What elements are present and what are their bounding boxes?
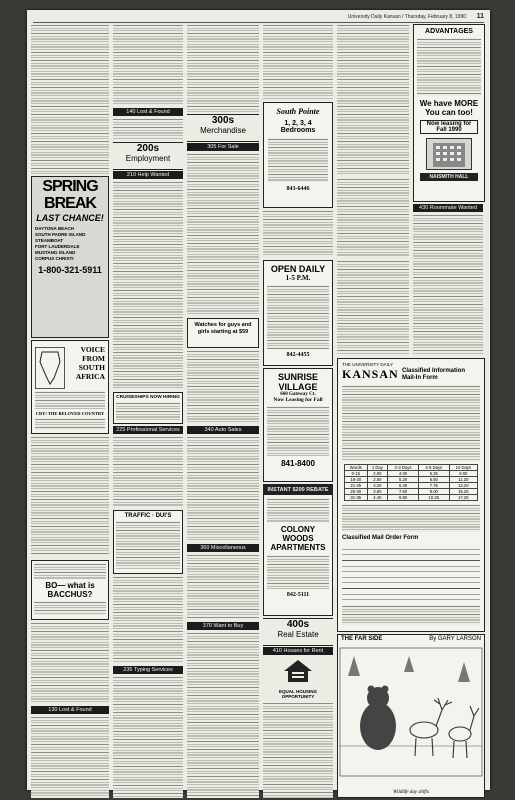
open-daily-hours: 1-5 P.M. xyxy=(285,274,311,282)
rates-header: 2-3 Days xyxy=(388,465,419,471)
classified-text-block xyxy=(31,436,109,556)
section-header: 370 Want to Buy xyxy=(187,622,259,630)
column-5 xyxy=(337,24,485,795)
rates-header: 10 Days xyxy=(449,465,477,471)
destination-item: FORT LAUDERDALE xyxy=(35,244,80,249)
section-header: 305 For Sale xyxy=(187,143,259,151)
rates-cell: 4.00 xyxy=(388,471,419,477)
spring-break-title-2: BREAK xyxy=(44,195,96,212)
cruiseships-ad xyxy=(113,392,183,424)
classified-text-block xyxy=(31,716,109,798)
rates-cell: 11.20 xyxy=(449,477,477,483)
classified-text-block xyxy=(31,622,109,702)
voice-line-2: FROM xyxy=(82,354,105,363)
destination-item: SOUTH PADRE ISLAND xyxy=(35,232,86,237)
africa-map-icon xyxy=(35,347,65,389)
spring-break-title: SPRING xyxy=(42,178,98,195)
rates-header: 4-5 Days xyxy=(418,465,449,471)
naismith-name: NAISMITH HALL xyxy=(420,173,478,181)
more-tagline: We have MORE You can too! xyxy=(419,99,479,117)
employment-header xyxy=(113,142,183,170)
spring-break-phone: 1-800-321-5911 xyxy=(38,265,102,275)
naismith-hall-ad xyxy=(413,24,485,202)
leasing-box: Now leasing for Fall 1990 xyxy=(420,120,478,134)
building-icon xyxy=(426,138,472,170)
rates-cell: 26-30 xyxy=(345,489,368,495)
destination-item: DAYTONA BEACH xyxy=(35,226,74,231)
rates-cell: 5.25 xyxy=(418,471,449,477)
order-form-lines xyxy=(342,544,480,602)
traffic-dui-title: TRAFFIC · DUI'S xyxy=(124,513,172,519)
voice-line-3: SOUTH xyxy=(78,363,105,372)
rates-cell: 13.20 xyxy=(449,483,477,489)
section-header: 140 Lost & Found xyxy=(113,108,183,116)
rates-cell: 15.25 xyxy=(449,489,477,495)
rates-cell: 6.40 xyxy=(388,483,419,489)
column-3 xyxy=(187,24,259,784)
rates-cell: 4.40 xyxy=(367,495,388,501)
rates-header: 1 Day xyxy=(367,465,388,471)
traffic-dui-ad xyxy=(113,510,183,574)
rates-cell: 2.00 xyxy=(367,471,388,477)
far-side-author: By GARY LARSON xyxy=(429,636,481,642)
page-header xyxy=(33,12,484,23)
watches-text: Watches for guys and girls starting at $59 xyxy=(194,322,252,335)
open-daily-phone: 842-4455 xyxy=(286,352,310,358)
destination-item: STEAMBOAT xyxy=(35,238,64,243)
real-estate-header xyxy=(263,618,333,646)
kansan-paper: THE UNIVERSITY DAILY xyxy=(342,362,394,367)
page-header-title: University Daily Kansan / Thursday, February 8, 1990 xyxy=(347,14,466,20)
page-number: 11 xyxy=(476,13,484,20)
section-header: 225 Professional Services xyxy=(113,426,183,434)
merchandise-header xyxy=(187,114,259,142)
sunrise-village-ad xyxy=(263,368,333,482)
column-1 xyxy=(31,24,109,784)
rates-cell: 10.25 xyxy=(418,495,449,501)
merchandise-number: 300s xyxy=(211,115,235,126)
equal-housing-logo xyxy=(263,658,333,698)
far-side-caption: Wildlife day shifts xyxy=(393,790,429,795)
rates-cell: 5.20 xyxy=(388,477,419,483)
classified-text-block xyxy=(31,24,109,174)
rates-header: Words xyxy=(345,465,368,471)
colony-rebate: INSTANT $200 REBATE xyxy=(264,485,332,495)
far-side-cartoon-icon xyxy=(338,646,484,784)
voice-subtitle: CRY! THE BELOVED COUNTRY xyxy=(35,411,105,416)
far-side-title: THE FAR SIDE xyxy=(341,636,383,642)
merchandise-label: Merchandise xyxy=(200,126,246,135)
section-header: 430 Roommate Wanted xyxy=(413,204,483,212)
column-2 xyxy=(113,24,183,784)
kansan-form-title: Classified Information Mail-In Form xyxy=(402,368,466,381)
rates-cell: 7.75 xyxy=(418,483,449,489)
colony-phone: 842-5111 xyxy=(286,592,310,598)
destination-item: CORPUS CHRISTI xyxy=(35,256,74,261)
real-estate-number: 400s xyxy=(286,619,310,630)
voice-line-4: AFRICA xyxy=(75,372,105,381)
employment-number: 200s xyxy=(136,143,160,154)
rates-cell: 6.50 xyxy=(418,477,449,483)
kansan-name: KANSAN xyxy=(342,367,399,381)
employment-label: Employment xyxy=(125,154,171,163)
sunrise-now-leasing: Now Leasing for Fall xyxy=(273,397,323,403)
open-daily-ad xyxy=(263,260,333,366)
rates-cell: 3.20 xyxy=(367,483,388,489)
cruiseships-title: CRUISESHIPS NOW HIRING xyxy=(116,395,180,400)
sunrise-phone: 841-8400 xyxy=(281,459,315,468)
voice-line-1: VOICE xyxy=(80,345,105,354)
sunrise-address: 660 Gateway Ct. xyxy=(280,392,316,397)
advantages-title: ADVANTAGES xyxy=(425,28,473,35)
voice-from-south-africa-ad xyxy=(31,340,109,434)
destination-item: MUSTANG ISLAND xyxy=(35,250,76,255)
spring-break-tagline: LAST CHANCE! xyxy=(36,213,104,223)
south-pointe-bedrooms: 1, 2, 3, 4 Bedrooms xyxy=(280,120,316,134)
south-pointe-phone: 843-6446 xyxy=(286,186,310,192)
rates-cell: 17.25 xyxy=(449,495,477,501)
south-pointe-ad xyxy=(263,102,333,208)
kansan-mail-in-form xyxy=(337,358,485,632)
rates-cell: 7.60 xyxy=(388,489,419,495)
watches-ad xyxy=(187,318,259,348)
rates-cell: 3.80 xyxy=(367,489,388,495)
rates-cell: 2.60 xyxy=(367,477,388,483)
section-header: 130 Lost & Found xyxy=(31,706,109,714)
colony-name: COLONY WOODS APARTMENTS xyxy=(270,525,326,552)
south-pointe-title: South Pointe xyxy=(276,107,320,116)
rates-cell: 9.00 xyxy=(418,489,449,495)
spring-break-ad xyxy=(31,176,109,338)
section-header: 235 Typing Services xyxy=(113,666,183,674)
column-4 xyxy=(263,24,333,784)
sunrise-title: SUNRISE VILLAGE xyxy=(277,372,318,392)
section-header: 210 Help Wanted xyxy=(113,171,183,179)
rates-cell: 8.80 xyxy=(388,495,419,501)
rates-table xyxy=(344,464,478,501)
bacchus-title: BO— what is BACCHUS? xyxy=(45,581,95,599)
rates-cell: 9.00 xyxy=(449,471,477,477)
section-header: 340 Auto Sales xyxy=(187,426,259,434)
section-header: 360 Miscellaneous xyxy=(187,544,259,552)
real-estate-label: Real Estate xyxy=(277,630,319,639)
newspaper-page xyxy=(27,10,490,795)
open-daily-title: OPEN DAILY xyxy=(270,264,326,274)
equal-housing-text: EQUAL HOUSING OPPORTUNITY xyxy=(279,689,317,699)
far-side-comic xyxy=(337,634,485,798)
section-header: 410 Houses for Rent xyxy=(263,647,333,655)
mail-order-title: Classified Mail Order Form xyxy=(342,535,419,541)
rates-cell: 16-20 xyxy=(345,477,368,483)
rates-cell: 0-15 xyxy=(345,471,368,477)
rates-cell: 31-35 xyxy=(345,495,368,501)
colony-woods-ad xyxy=(263,484,333,616)
rates-cell: 21-25 xyxy=(345,483,368,489)
bacchus-ad xyxy=(31,560,109,620)
house-icon xyxy=(281,658,315,684)
